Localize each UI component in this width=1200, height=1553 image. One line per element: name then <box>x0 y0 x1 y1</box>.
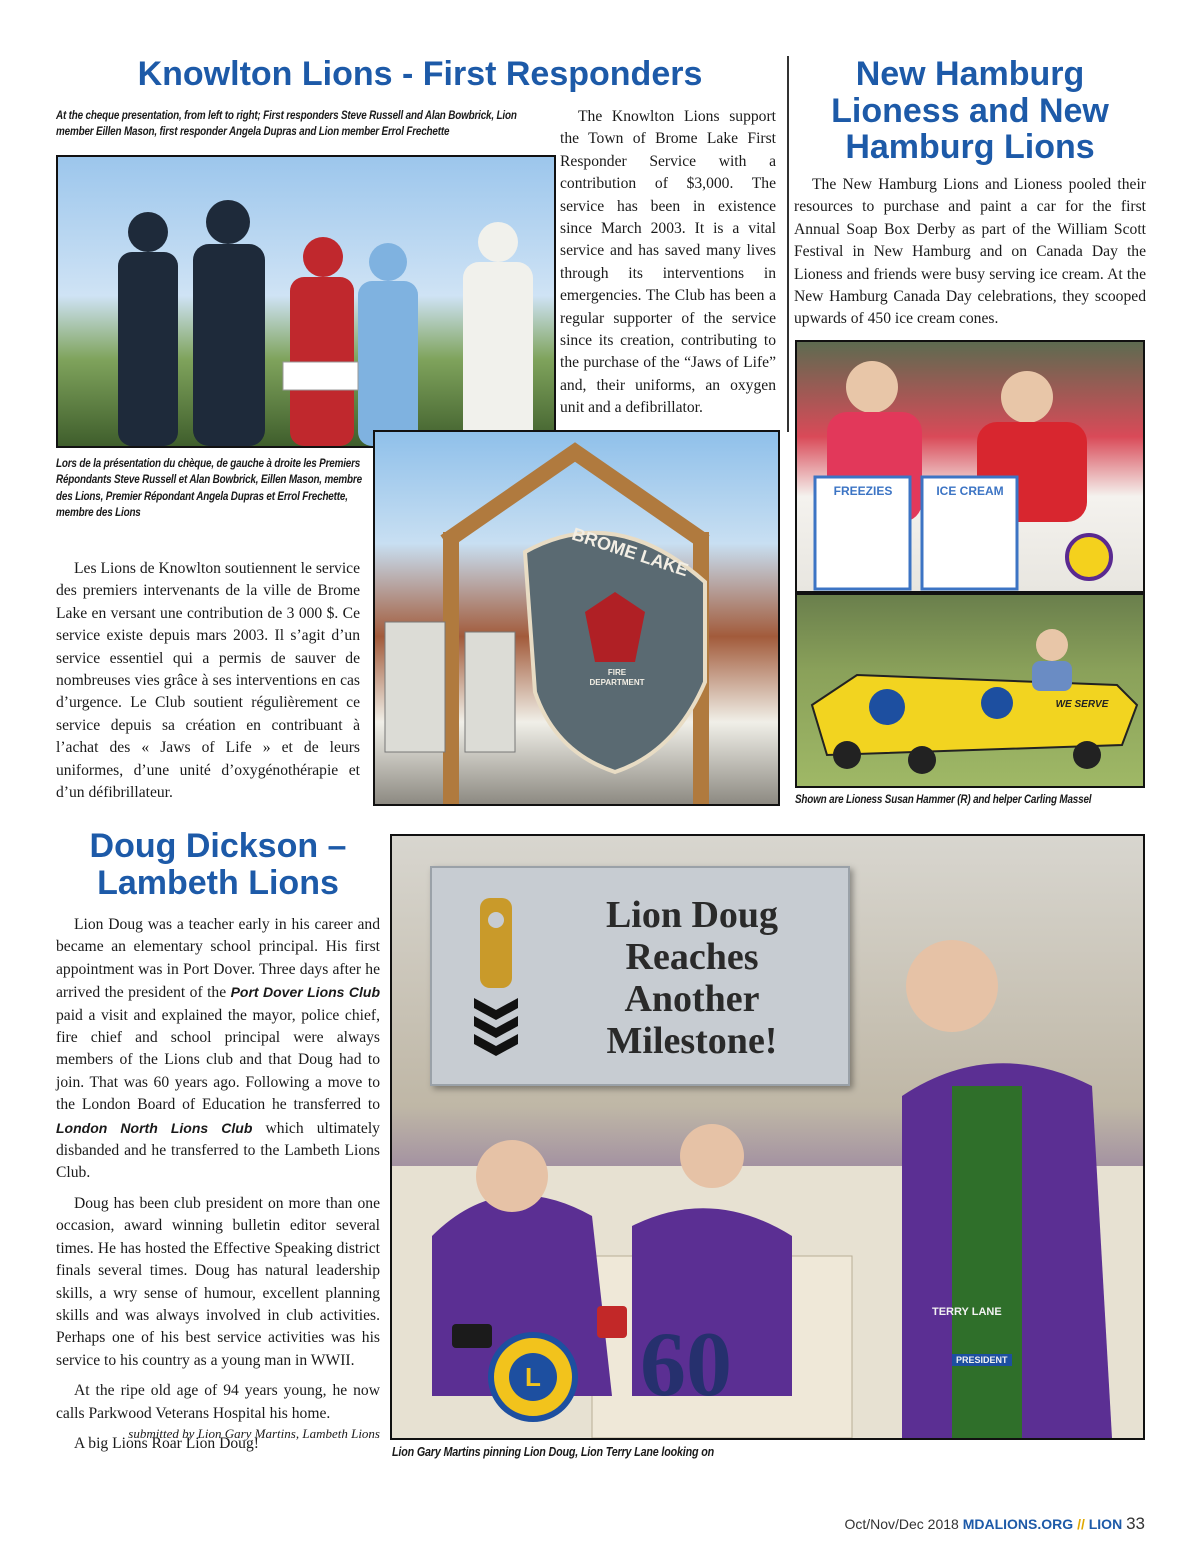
banner-line-3: Another <box>624 978 760 1020</box>
banner-line-1: Lion Doug <box>605 894 779 936</box>
footer-magazine: LION <box>1088 1516 1123 1532</box>
doug-p1-text-b: paid a visit and explained the mayor, police chief, fire chief and school principal were always members of the Lions club and that Doug had to join. That was 60 years ago. Following a move to the London Board of Education he transferred to <box>56 1006 380 1114</box>
knowlton-caption-fr: Lors de la présentation du chèque, de gauche à droite les Premiers Répondants Steve Russell et Alan Bowbrick, Eillen Mason, membre des Lions, Premier Répondant Angela Dupras et Errol Frechette, membre des Lions <box>56 458 362 519</box>
brome-lake-sign-photo <box>373 430 780 806</box>
wooden-sign-icon <box>375 432 778 804</box>
car-we-serve-text: WE SERVE <box>1055 699 1109 710</box>
banner-line-2: Reaches <box>625 936 759 978</box>
footer-page-number: 33 <box>1126 1514 1145 1533</box>
banner-line-4: Milestone! <box>606 1020 778 1062</box>
knowlton-body-fr-paragraph: Les Lions de Knowlton soutiennent le service des premiers intervenants de la ville de Brome Lake en versant une contribution de 3 000 $. Ce service existe depuis mars 2003. Il s’agit d’un service essentiel qui a permis de sauver de nombreuses vies grâce à ses interventions en cas d’urgence. Le Club soutient régulièrement ce service depuis sa création en contribuant à l’achat des « Jaws of Life » et de leurs uniformes, d’une unité d’oxygénothérapie et d’un défibrillateur. <box>56 560 360 802</box>
svg-text:L: L <box>525 1362 541 1392</box>
sign-text: BROME LAKE <box>569 523 691 581</box>
banner-text <box>552 894 832 1062</box>
knowlton-body-en <box>560 106 776 428</box>
ice-cream-booth-photo <box>795 340 1145 593</box>
knowlton-caption-en: At the cheque presentation, from left to right; First responders Steve Russell and Alan Bowbrick, Lion member Eillen Mason, first responder Angela Dupras and Lion member Errol Frechette <box>56 110 517 139</box>
lions-international-logo-icon <box>488 1332 578 1422</box>
doug-paragraph-4: A big Lions Roar Lion Doug! <box>74 1434 259 1452</box>
london-north-club-name: London North Lions Club <box>56 1119 253 1136</box>
soap-box-car-photo <box>795 593 1145 788</box>
lions-pin-icon <box>466 898 526 1068</box>
doug-p1-text-a: Lion Doug was a teacher early in his career and became an elementary school principal. His first appointment was in Port Dover. Three days after he arrived the president of the <box>56 916 380 1002</box>
doug-paragraph-2: Doug has been club president on more than one occasion, award winning bulletin editor several times. He has hosted the Effective Speaking district finals several times. Doug has natural leadership skills, a wry sense of humour, excellent planning skills and was always involved in club activities. Perhaps one of his best service activities was his service to his country as a young man in WWII. <box>56 1194 380 1369</box>
freezies-sign: FREEZIES <box>833 484 893 498</box>
soap-box-car-icon <box>797 595 1143 786</box>
milestone-banner <box>430 866 850 1086</box>
new-hamburg-body <box>794 174 1146 339</box>
submitted-by-credit: submitted by Lion Gary Martins, Lambeth Lions <box>128 1426 380 1441</box>
doug-paragraph-3: At the ripe old age of 94 years young, he now calls Parkwood Veterans Hospital his home. <box>56 1382 380 1422</box>
sign-badge-text: FIRE DEPARTMENT <box>589 668 645 687</box>
column-divider <box>787 56 789 432</box>
lambeth-lions-photo <box>390 834 1145 1440</box>
doug-body <box>56 914 380 1463</box>
new-hamburg-caption: Shown are Lioness Susan Hammer (R) and helper Carling Massel <box>795 794 1092 806</box>
page-footer <box>700 1514 1145 1534</box>
vest-name-tag: TERRY LANE <box>932 1306 1002 1318</box>
knowlton-headline: Knowlton Lions - First Responders <box>137 55 703 93</box>
booth-figures-icon <box>797 342 1143 591</box>
port-dover-club-name: Port Dover Lions Club <box>230 984 380 1001</box>
ice-cream-sign: ICE CREAM <box>936 484 1004 498</box>
vest-title-tag: PRESIDENT <box>952 1354 1012 1366</box>
people-silhouettes-icon <box>58 157 554 446</box>
doug-paragraph-1 <box>56 914 380 1185</box>
new-hamburg-body-paragraph: The New Hamburg Lions and Lioness pooled their resources to purchase and paint a car for the first Annual Soap Box Derby as part of the William Scott Festival in New Hamburg and on Canada Day the Lioness and friends were busy serving ice cream. At the New Hamburg Canada Day celebrations, they scooped upwards of 450 ice cream cones. <box>794 176 1146 328</box>
doug-photo-caption: Lion Gary Martins pinning Lion Doug, Lion Terry Lane looking on <box>392 1445 715 1459</box>
cheque-presentation-photo <box>56 155 556 448</box>
footer-separator: // <box>1077 1516 1085 1532</box>
new-hamburg-headline: New Hamburg Lioness and New Hamburg Lions <box>831 55 1109 167</box>
knowlton-body-en-paragraph: The Knowlton Lions support the Town of Brome Lake First Responder Service with a contribution of $3,000. The service has been in existence since March 2003. It is a vital service and has saved many lives through its interventions in emergencies. The Club has been a regular supporter of the service since its creation, contributing to the purchase of the “Jaws of Life” and, their uniforms, an oxygen unit and a defibrillator. <box>560 108 776 417</box>
doug-headline: Doug Dickson – Lambeth Lions <box>89 827 347 902</box>
knowlton-body-fr <box>56 558 360 812</box>
footer-issue: Oct/Nov/Dec 2018 <box>844 1516 959 1532</box>
footer-site: MDALIONS.ORG <box>962 1516 1074 1532</box>
sixty-years-number: 60 <box>640 1313 732 1415</box>
doug-p1-text-c: which ultimately disbanded and he transferred to the Lambeth Lions Club. <box>56 1119 380 1182</box>
